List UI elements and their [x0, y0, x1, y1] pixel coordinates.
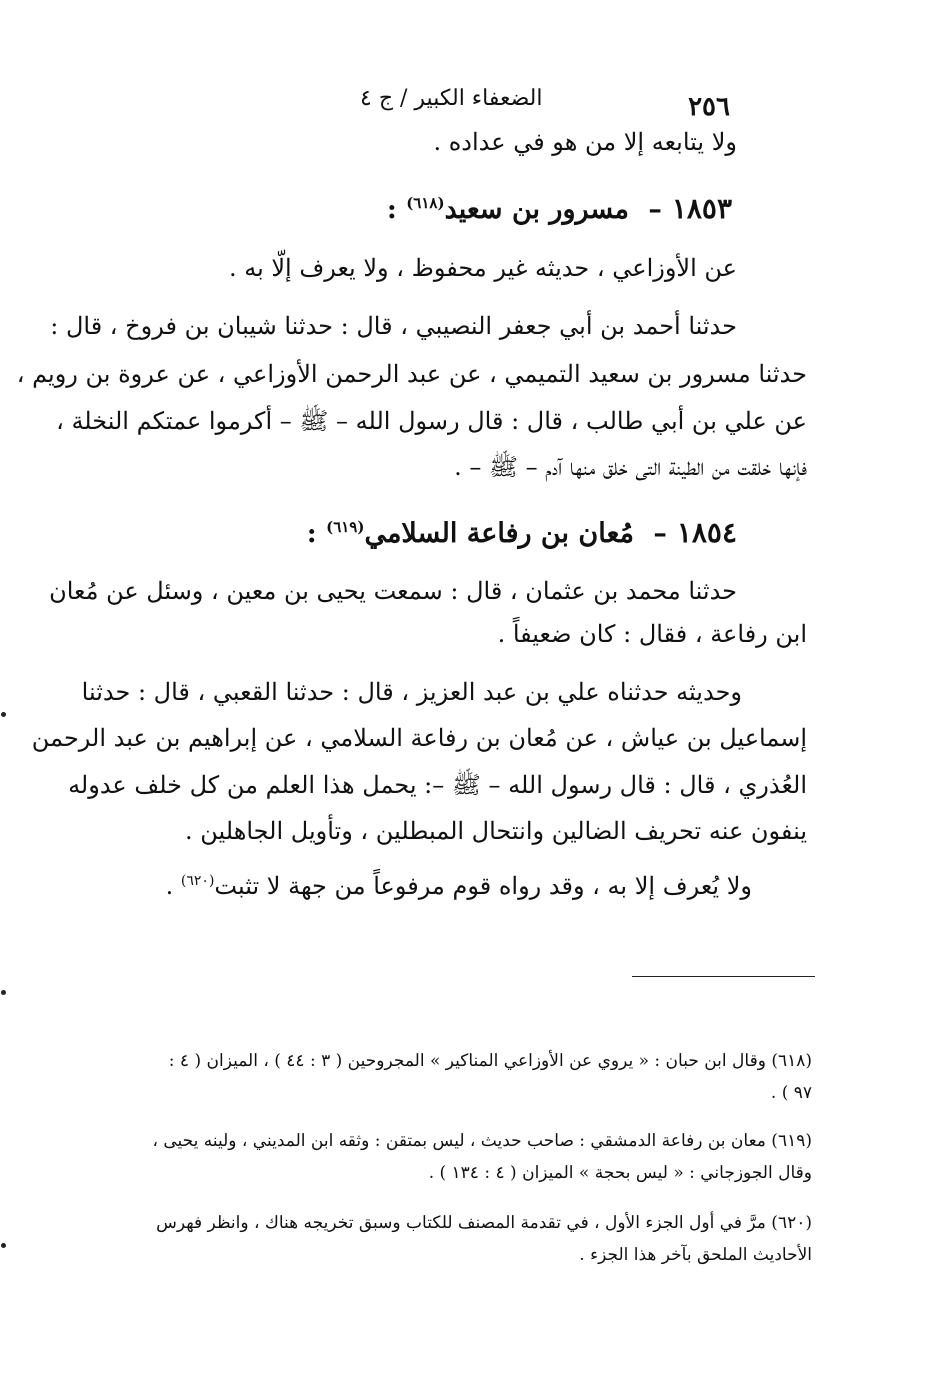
footnote-619-line-1: (٦١٩) معان بن رفاعة الدمشقي : صاحب حديث ، ليس بمتقن : وثقه ابن المديني ، ولينه يحيى ،: [152, 1131, 812, 1151]
footnote-separator: [632, 976, 815, 977]
paragraph-end: .: [165, 872, 174, 900]
entry-1854-paragraph-1-line-1: حدثنا محمد بن عثمان ، قال : سمعت يحيى بن معين ، وسئل عن مُعان: [49, 577, 737, 605]
footnote-ref: (٦٢٠): [180, 873, 215, 889]
entry-1854-paragraph-1-line-2: ابن رفاعة ، فقال : كان ضعيفاً .: [497, 620, 807, 648]
continuation-line: ولا يتابعه إلا من هو في عداده .: [433, 128, 737, 156]
entry-dash: –: [648, 194, 662, 225]
footnote-619-line-2: وقال الجوزجاني : « ليس بحجة » الميزان ( ٤ : ١٣٤ ) .: [428, 1163, 812, 1183]
entry-1853-paragraph-2-line-4: فإنها خلقت من الطينة التى خلق منها آدم – ﷺ – .: [454, 453, 807, 481]
entry-1853-paragraph-2-line-2: حدثنا مسرور بن سعيد التميمي ، عن عبد الرحمن الأوزاعي ، عن عروة بن رويم ،: [16, 360, 807, 388]
entry-1854-heading: [307, 516, 737, 549]
entry-1853-paragraph-2-line-1: حدثنا أحمد بن أبي جعفر النصيبي ، قال : حدثنا شيبان بن فروخ ، قال :: [50, 312, 737, 340]
entry-colon: :: [306, 518, 317, 549]
footnote-618-line-2: ٩٧ ) .: [770, 1083, 812, 1103]
scan-mark: [1, 1243, 6, 1248]
footnote-620-line-2: الأحاديث الملحق بآخر هذا الجزء .: [579, 1245, 812, 1265]
entry-1854-paragraph-2-line-3: العُذري ، قال : قال رسول الله – ﷺ –: يحمل هذا العلم من كل خلف عدوله: [68, 771, 807, 799]
entry-1854-paragraph-2-line-2: إسماعيل بن عياش ، عن مُعان بن رفاعة السلامي ، عن إبراهيم بن عبد الرحمن: [31, 724, 807, 752]
page-number: ٢٥٦: [688, 92, 730, 122]
entry-1853-paragraph-2-line-3: عن علي بن أبي طالب ، قال : قال رسول الله – ﷺ – أكرموا عمتكم النخلة ،: [56, 407, 807, 435]
entry-1854-paragraph-2-line-1: وحديثه حدثناه علي بن عبد العزيز ، قال : حدثنا القعبي ، قال : حدثنا: [81, 678, 742, 706]
entry-name: مسرور بن سعيد: [444, 194, 629, 225]
paragraph-text: ولا يُعرف إلا به ، وقد رواه قوم مرفوعاً من جهة لا تثبت: [214, 872, 752, 900]
scan-mark: [1, 990, 6, 995]
scan-mark: [1, 712, 6, 717]
footnote-ref: (٦١٩): [326, 518, 365, 536]
entry-1854-paragraph-3: [166, 872, 752, 901]
entry-1854-paragraph-2-line-4: ينفون عنه تحريف الضالين وانتحال المبطلين ، وتأويل الجاهلين .: [184, 817, 807, 845]
entry-1853-paragraph-1: عن الأوزاعي ، حديثه غير محفوظ ، ولا يعرف إلّا به .: [228, 254, 737, 282]
entry-dash: –: [653, 518, 667, 549]
entry-number: ١٨٥٣: [671, 192, 732, 225]
footnote-620-line-1: (٦٢٠) مرَّ في أول الجزء الأول ، في تقدمة المصنف للكتاب وسبق تخريجه هناك ، وانظر فهرس: [156, 1213, 812, 1233]
footnote-ref: (٦١٨): [406, 194, 445, 212]
running-head: الضعفاء الكبير / ج ٤: [360, 86, 543, 111]
entry-colon: :: [386, 194, 397, 225]
entry-number: ١٨٥٤: [676, 516, 737, 549]
footnote-618-line-1: (٦١٨) وقال ابن حبان : « يروي عن الأوزاعي المناكير » المجروحين ( ٣ : ٤٤ ) ، الميزان ( ٤ :: [168, 1051, 812, 1071]
entry-1853-heading: [387, 192, 732, 225]
entry-name: مُعان بن رفاعة السلامي: [364, 518, 634, 549]
